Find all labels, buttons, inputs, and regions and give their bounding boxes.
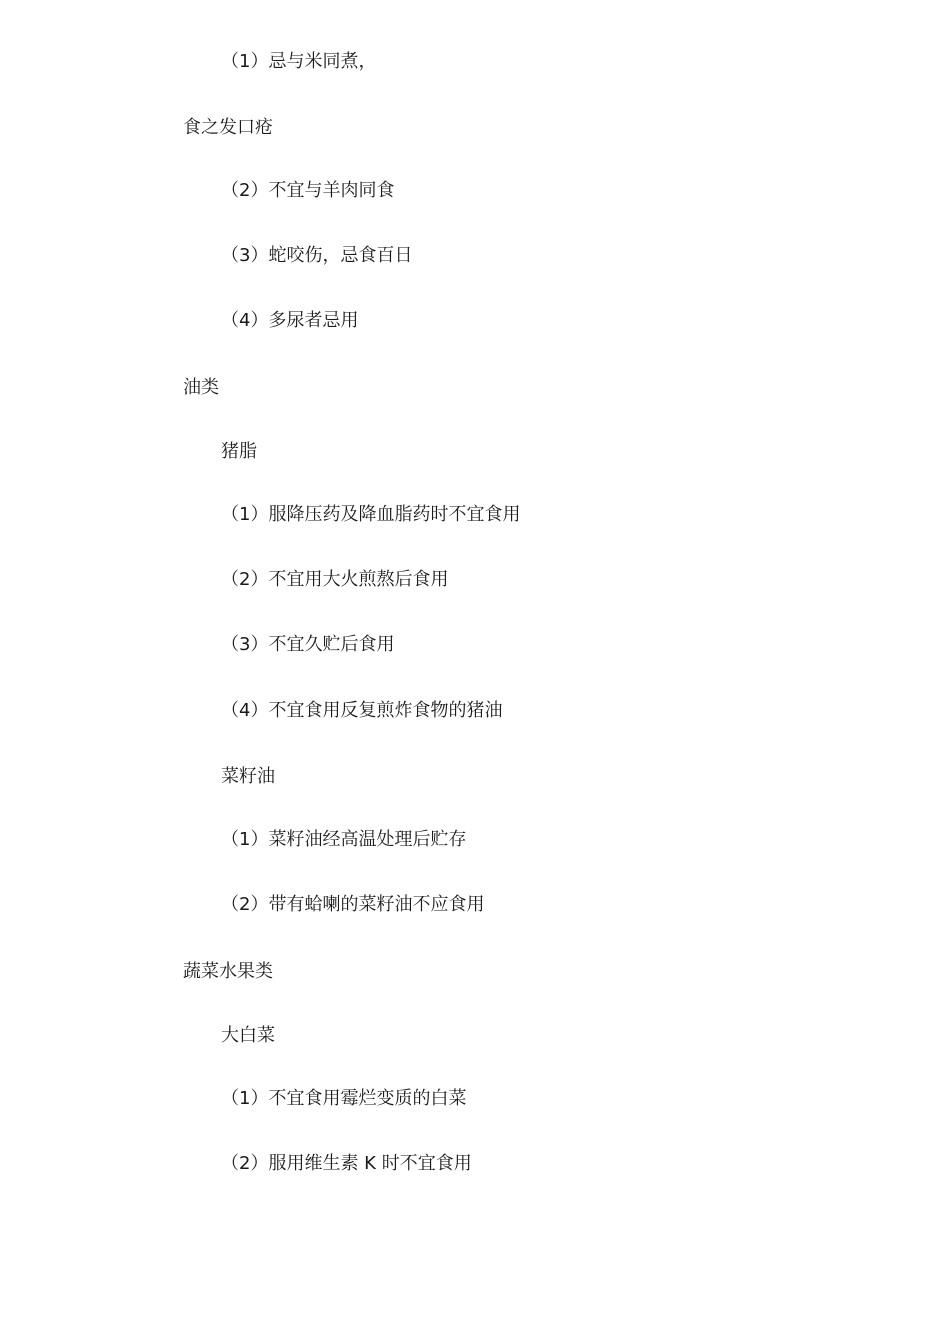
section-heading: 油类 <box>183 377 219 398</box>
list-item: （2）服用维生素 K 时不宜食用 <box>221 1153 472 1174</box>
subsection-heading: 菜籽油 <box>221 766 275 787</box>
list-item: （3）不宜久贮后食用 <box>221 634 395 655</box>
list-item: （2）不宜用大火煎熬后食用 <box>221 569 449 590</box>
paragraph-continuation: 食之发口疮 <box>183 117 273 138</box>
list-item: （2）带有蛤喇的菜籽油不应食用 <box>221 894 485 915</box>
list-item: （1）忌与米同煮， <box>221 51 377 72</box>
list-item: （4）多尿者忌用 <box>221 310 359 331</box>
list-item: （3）蛇咬伤，忌食百日 <box>221 245 413 266</box>
list-item: （1）服降压药及降血脂药时不宜食用 <box>221 504 521 525</box>
list-item: （2）不宜与羊肉同食 <box>221 180 395 201</box>
list-item: （4）不宜食用反复煎炸食物的猪油 <box>221 700 503 721</box>
list-item: （1）菜籽油经高温处理后贮存 <box>221 829 467 850</box>
subsection-heading: 猪脂 <box>221 441 257 462</box>
section-heading: 蔬菜水果类 <box>183 961 273 982</box>
list-item: （1）不宜食用霉烂变质的白菜 <box>221 1088 467 1109</box>
subsection-heading: 大白菜 <box>221 1025 275 1046</box>
